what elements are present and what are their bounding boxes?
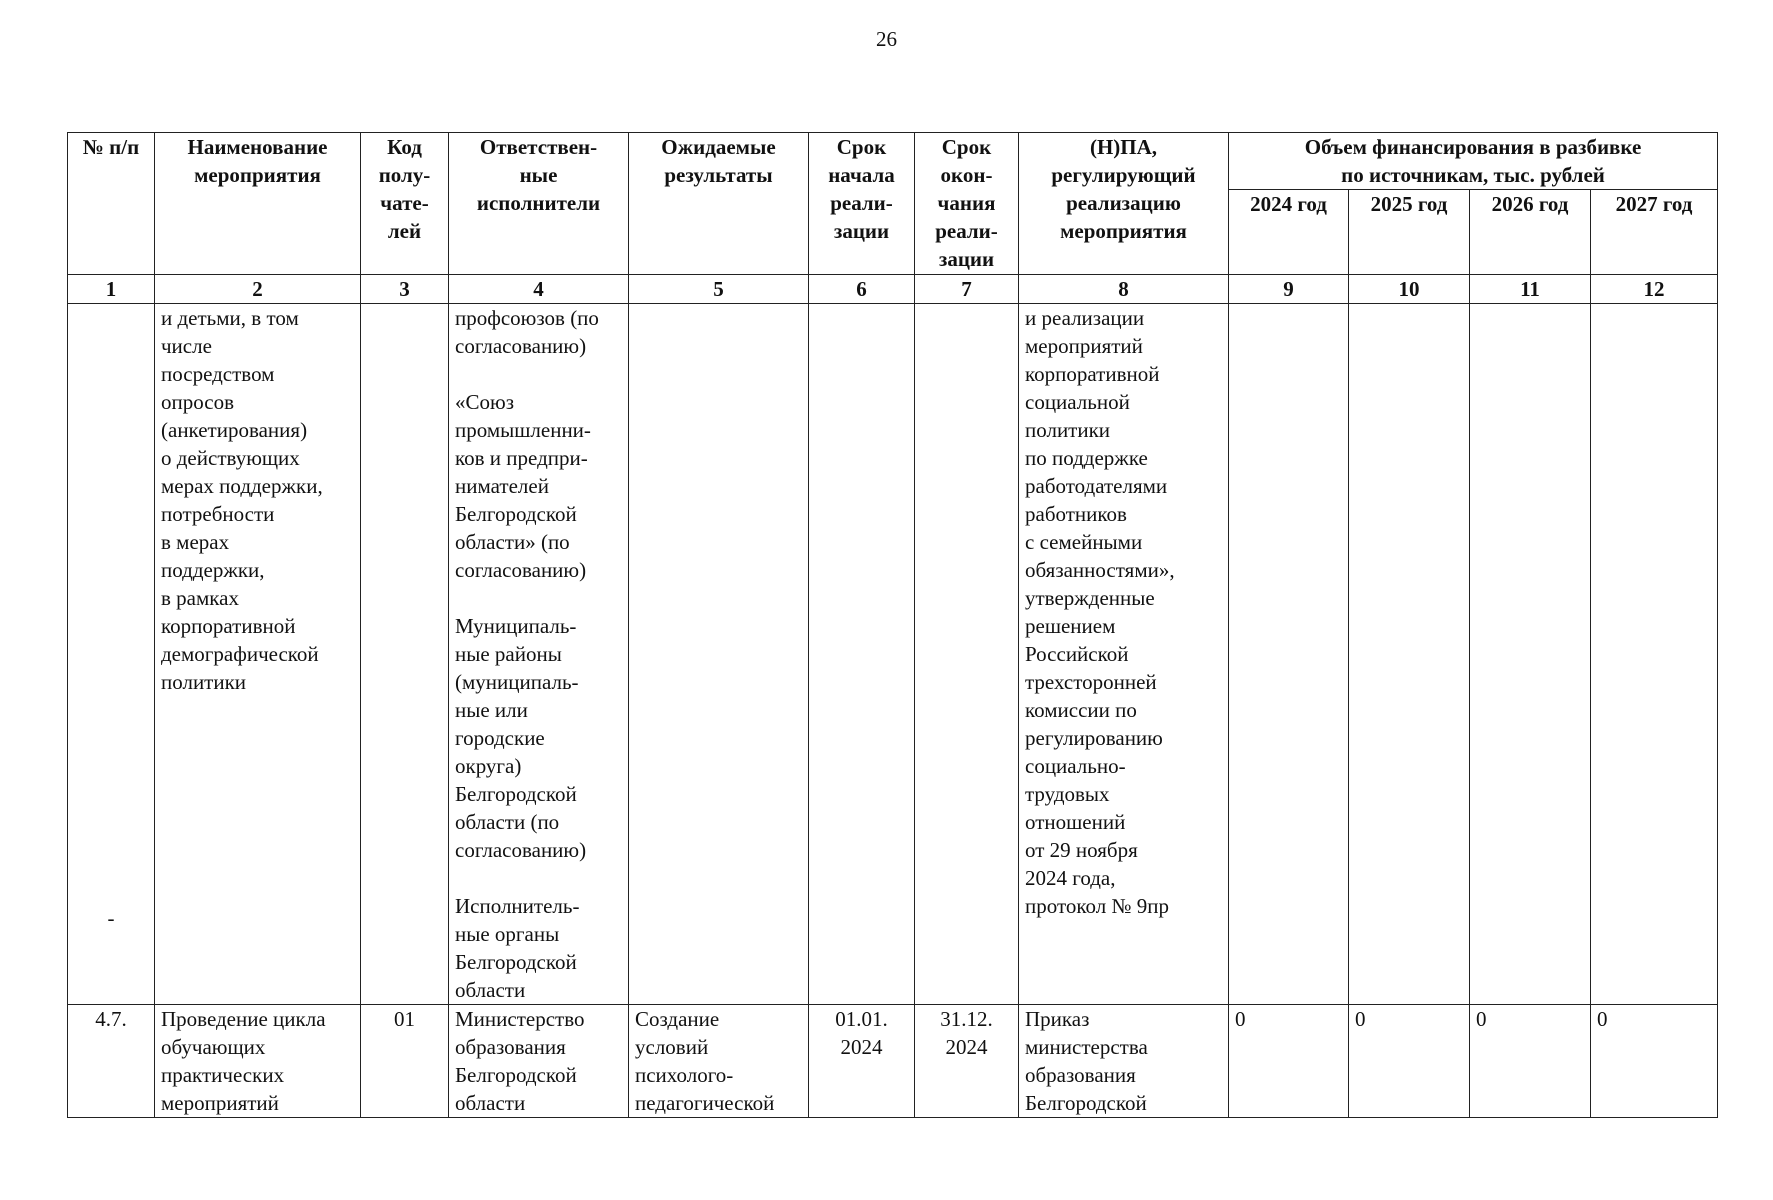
cell-2026: 0 — [1470, 1005, 1591, 1118]
cell-start — [809, 304, 915, 1005]
cell-npa: Приказ министерства образования Белгородской — [1019, 1005, 1229, 1118]
cell-end: 31.12. 2024 — [915, 1005, 1019, 1118]
column-number: 11 — [1470, 275, 1591, 304]
header-code: Код полу- чате- лей — [361, 133, 449, 275]
measures-table — [67, 132, 1718, 1118]
header-end: Срок окон- чания реали- зации — [915, 133, 1019, 275]
cell-2027 — [1591, 304, 1718, 1005]
cell-num — [68, 304, 155, 1005]
column-number: 12 — [1591, 275, 1718, 304]
cell-code — [361, 304, 449, 1005]
column-number: 8 — [1019, 275, 1229, 304]
cell-name: Проведение цикла обучающих практических мероприятий — [155, 1005, 361, 1118]
cell-name: и детьми, в том числе посредством опросов (анкетирования) о действующих мерах поддержки, потребности в мерах поддержки, в рамках корпоративной демографической политики — [155, 304, 361, 1005]
header-results: Ожидаемые результаты — [629, 133, 809, 275]
cell-num: 4.7. — [68, 1005, 155, 1118]
header-year-2027: 2027 год — [1591, 190, 1718, 275]
cell-2025 — [1349, 304, 1470, 1005]
cell-npa: и реализации мероприятий корпоративной социальной политики по поддержке работодателями работников с семейными обязанностями», утвержденные решением Российской трехсторонней комиссии по регулированию социально- трудовых отношений от 29 ноября 2024 года, протокол № 9пр — [1019, 304, 1229, 1005]
header-start: Срок начала реали- зации — [809, 133, 915, 275]
cell-results: Создание условий психолого- педагогической — [629, 1005, 809, 1118]
page-number: 26 — [876, 27, 897, 51]
cell-start: 01.01. 2024 — [809, 1005, 915, 1118]
header-npa: (Н)ПА, регулирующий реализацию мероприятия — [1019, 133, 1229, 275]
column-number: 1 — [68, 275, 155, 304]
header-year-2025: 2025 год — [1349, 190, 1470, 275]
cell-results — [629, 304, 809, 1005]
column-number: 3 — [361, 275, 449, 304]
cell-2024 — [1229, 304, 1349, 1005]
cell-end — [915, 304, 1019, 1005]
column-number: 4 — [449, 275, 629, 304]
cell-responsible: профсоюзов (по согласованию) «Союз промышленни- ков и предпри- нимателей Белгородской области» (по согласованию) Муниципаль- ные районы (муниципаль- ные или городские округа) Белгородской области (по согласованию) Исполнитель- ные органы Белгородской области — [449, 304, 629, 1005]
table-row-continuation — [68, 304, 1718, 1005]
header-year-2026: 2026 год — [1470, 190, 1591, 275]
cell-2024: 0 — [1229, 1005, 1349, 1118]
column-number: 9 — [1229, 275, 1349, 304]
cell-2026 — [1470, 304, 1591, 1005]
header-year-2024: 2024 год — [1229, 190, 1349, 275]
column-number: 2 — [155, 275, 361, 304]
header-finance: Объем финансирования в разбивке по источникам, тыс. рублей — [1229, 133, 1718, 190]
column-number: 5 — [629, 275, 809, 304]
column-number: 10 — [1349, 275, 1470, 304]
header-row-top — [68, 133, 1718, 190]
column-number: 7 — [915, 275, 1019, 304]
column-numbers-row — [68, 275, 1718, 304]
header-name: Наименование мероприятия — [155, 133, 361, 275]
column-number: 6 — [809, 275, 915, 304]
header-num: № п/п — [68, 133, 155, 275]
dash-mark: - — [107, 906, 115, 930]
table-row-4-7 — [68, 1005, 1718, 1118]
cell-2025: 0 — [1349, 1005, 1470, 1118]
cell-2027: 0 — [1591, 1005, 1718, 1118]
header-responsible: Ответствен- ные исполнители — [449, 133, 629, 275]
cell-responsible: Министерство образования Белгородской области — [449, 1005, 629, 1118]
cell-code: 01 — [361, 1005, 449, 1118]
